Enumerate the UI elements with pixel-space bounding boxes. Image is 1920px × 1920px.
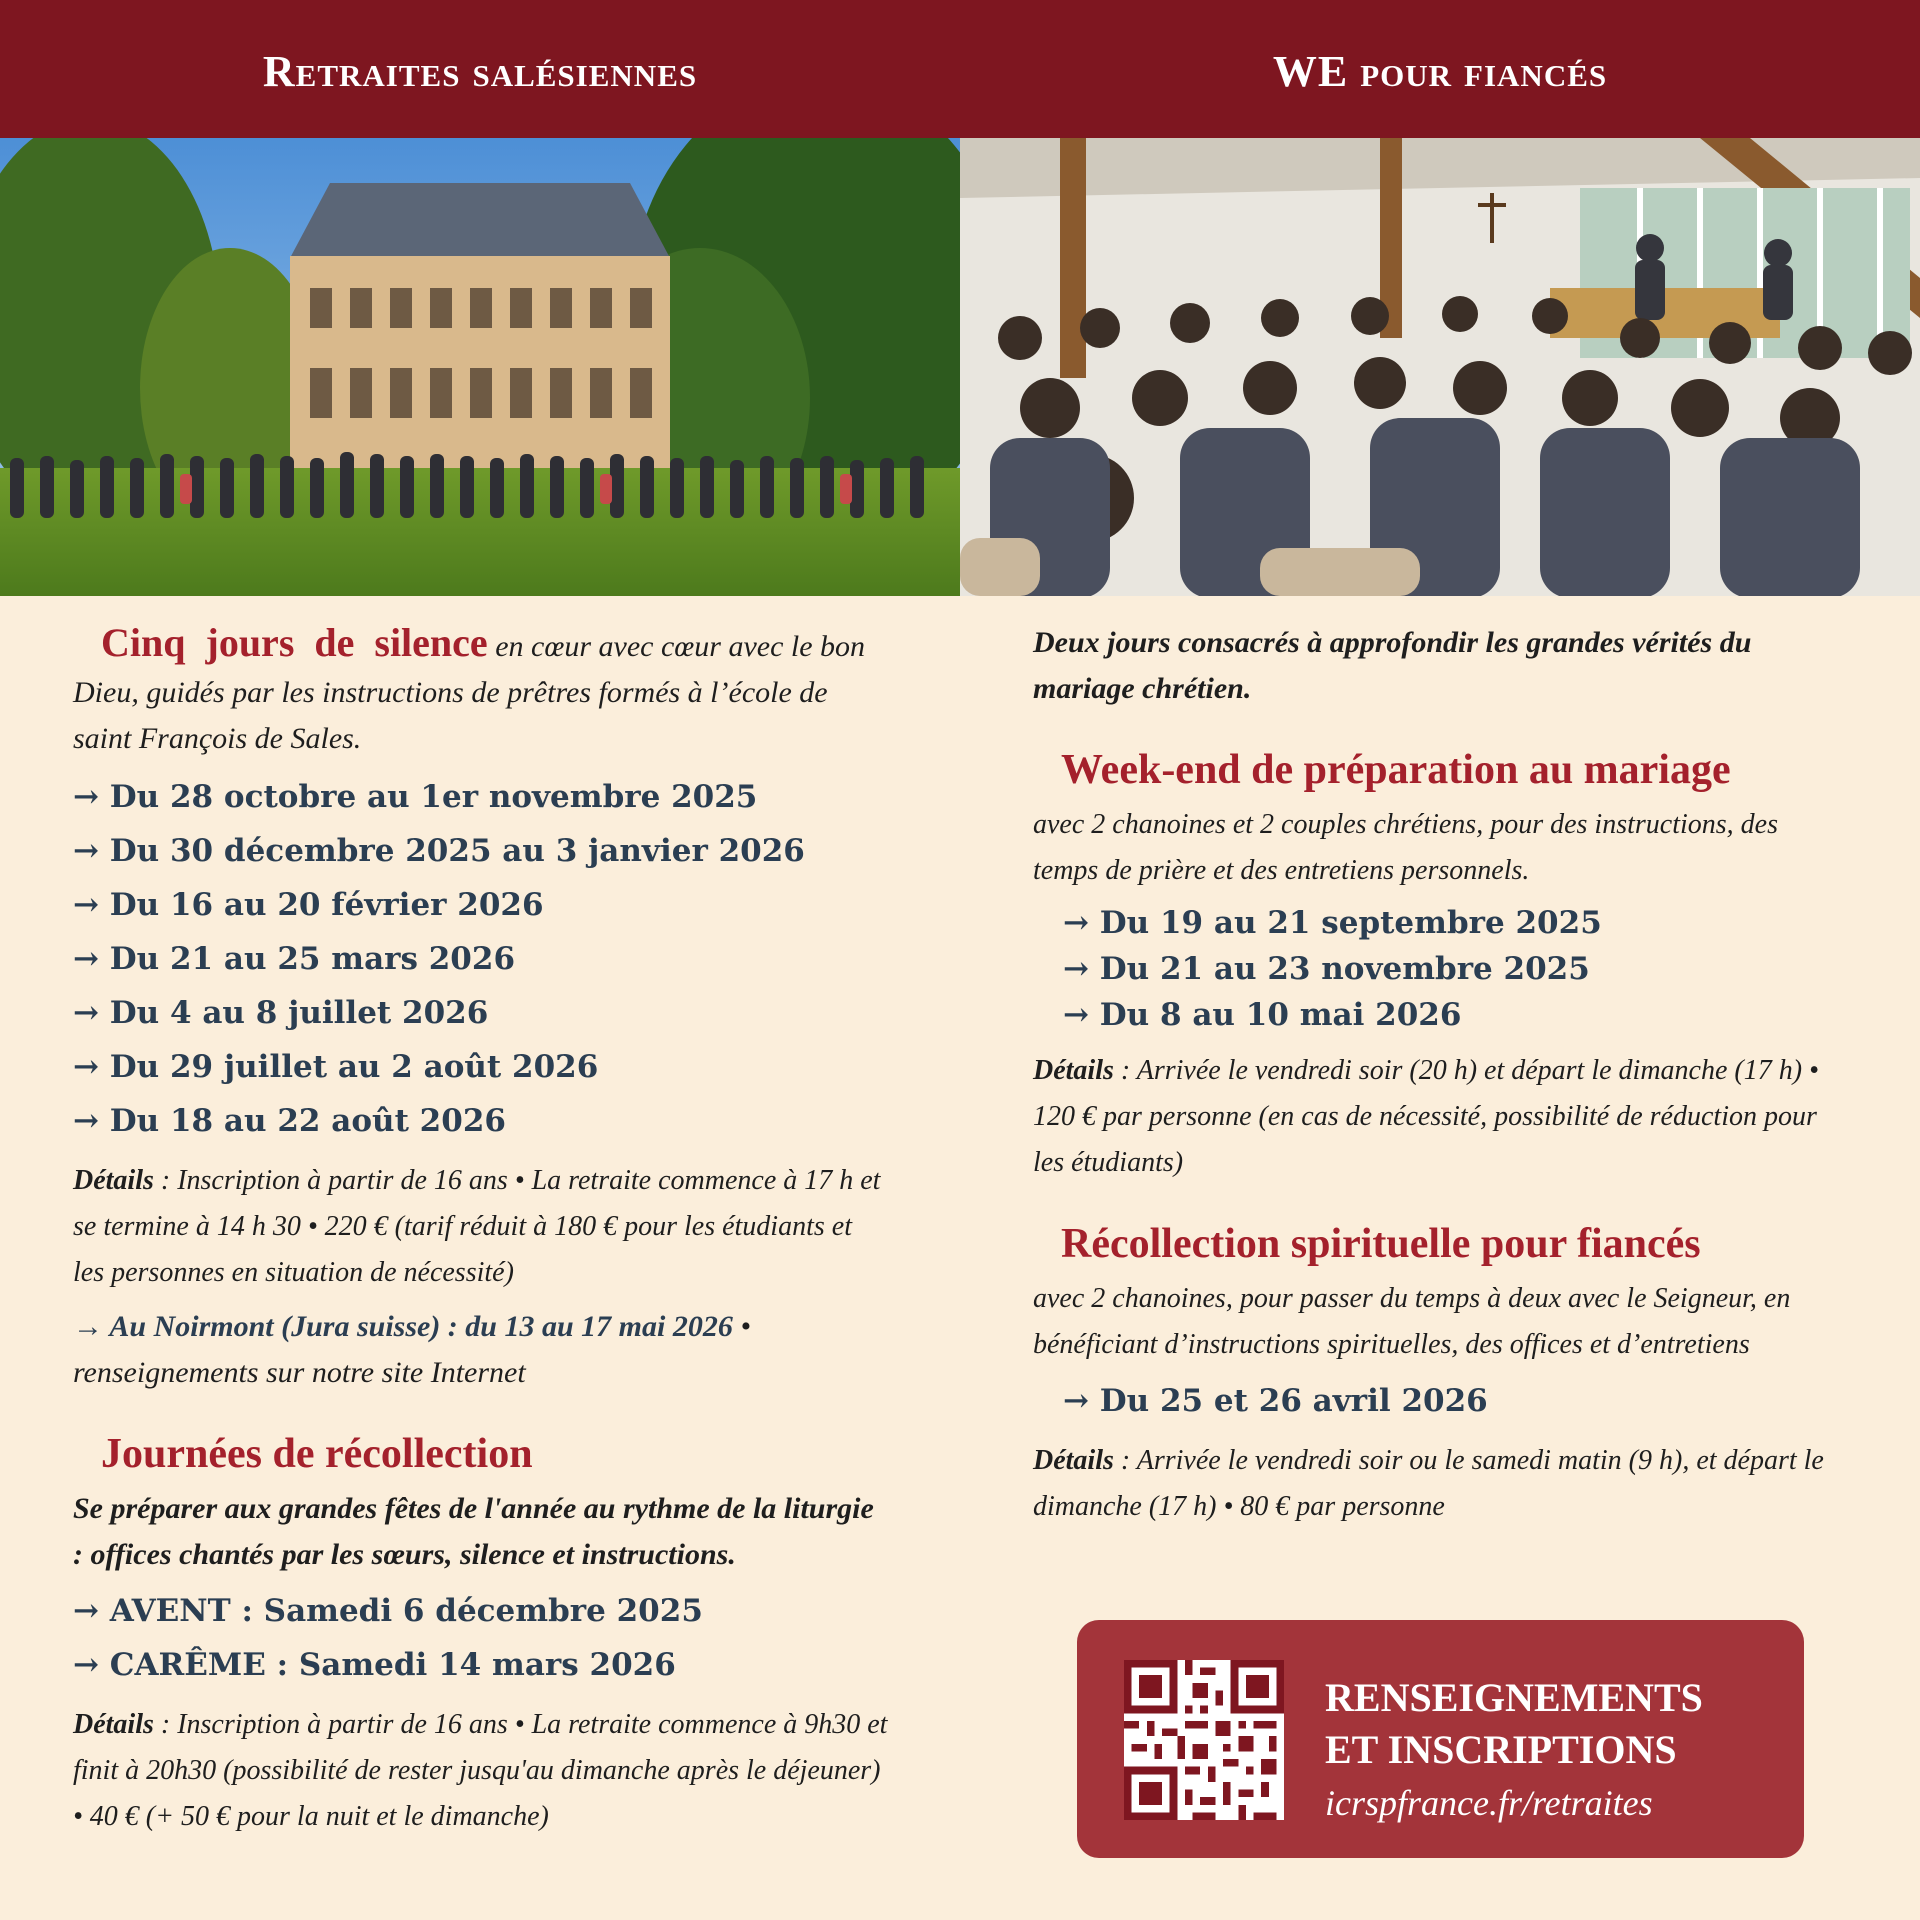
qr-code-icon[interactable] <box>1124 1660 1284 1820</box>
details-label: Détails <box>73 1709 154 1740</box>
marriage-prep-description: avec 2 chanoines et 2 couples chrétiens, pour des instructions, des temps de prière et des entretiens personnels. <box>1033 809 1778 886</box>
engaged-recollection-description: avec 2 chanoines, pour passer du temps à deux avec le Seigneur, en bénéficiant d’instructions spirituelles, des offices et d’entretiens <box>1033 1283 1791 1360</box>
left-column-title: Retraites salésiennes <box>262 47 698 96</box>
noirmont-retreat <box>73 1304 888 1396</box>
recollection-days-dates <box>73 1584 888 1692</box>
header-banner <box>0 0 1920 138</box>
registration-url-link[interactable]: icrspfrance.fr/retraites <box>1325 1783 1653 1823</box>
details-text: : Inscription à partir de 16 ans • La retraite commence à 9h30 et finit à 20h30 (possibilité de rester jusqu'au dimanche après le déjeuner) • 40 € (+ 50 € pour la nuit et le dimanche) <box>73 1709 888 1832</box>
date-item: → Du 4 au 8 juillet 2026 <box>73 995 489 1031</box>
recollection-days-details <box>73 1702 888 1840</box>
date-item: → Du 19 au 21 septembre 2025 <box>1063 905 1602 941</box>
intro-highlight: Cinq jours de silence <box>101 620 488 665</box>
date-item: → Du 25 et 26 avril 2026 <box>1063 1383 1488 1419</box>
marriage-prep-details <box>1033 1048 1848 1186</box>
date-item: → Du 21 au 23 novembre 2025 <box>1063 951 1590 987</box>
details-label: Détails <box>1033 1055 1114 1086</box>
salesian-retreat-intro <box>73 620 888 762</box>
engaged-recollection-details <box>1033 1438 1848 1530</box>
registration-title-line1: RENSEIGNEMENTS <box>1325 1675 1703 1720</box>
noirmont-date: → Au Noirmont (Jura suisse) : du 13 au 17 mai 2026 <box>73 1310 733 1343</box>
chateau-group-photo <box>0 138 960 596</box>
noirmont-info: • renseignements sur notre site Internet <box>73 1310 751 1389</box>
date-item: → CARÊME : Samedi 14 mars 2026 <box>73 1647 676 1683</box>
right-column-title: WE pour fiancés <box>1272 47 1608 96</box>
recollection-days-intro: Se préparer aux grandes fêtes de l'année au rythme de la liturgie : offices chantés par les sœurs, silence et instructions. <box>73 1492 874 1571</box>
registration-title-line2: ET INSCRIPTIONS <box>1325 1727 1677 1772</box>
engaged-weekend-intro: Deux jours consacrés à approfondir les grandes vérités du mariage chrétien. <box>1033 626 1752 705</box>
marriage-prep-dates <box>1063 900 1848 1038</box>
registration-title <box>1325 1672 1703 1776</box>
salesian-retreat-details <box>73 1158 888 1296</box>
intro-text: en cœur avec cœur avec le bon Dieu, guidés par les instructions de prêtres formés à l’école de saint François de Sales. <box>73 630 866 755</box>
date-item: → Du 21 au 25 mars 2026 <box>73 941 516 977</box>
date-item: → Du 29 juillet au 2 août 2026 <box>73 1049 599 1085</box>
left-column-content <box>73 620 888 1840</box>
date-item: → Du 16 au 20 février 2026 <box>73 887 544 923</box>
registration-info-box[interactable] <box>1077 1620 1804 1858</box>
date-item: → Du 8 au 10 mai 2026 <box>1063 997 1462 1033</box>
date-item: → Du 28 octobre au 1er novembre 2025 <box>73 779 758 815</box>
salesian-retreat-dates <box>73 770 888 1148</box>
details-label: Détails <box>1033 1445 1114 1476</box>
recollection-days-title: Journées de récollection <box>101 1431 533 1477</box>
details-text: : Arrivée le vendredi soir (20 h) et départ le dimanche (17 h) • 120 € par personne (en cas de nécessité, possibilité de réduction pour les étudiants) <box>1033 1055 1819 1178</box>
conference-room-photo <box>960 138 1920 596</box>
details-label: Détails <box>73 1165 154 1196</box>
details-text: : Arrivée le vendredi soir ou le samedi matin (9 h), et départ le dimanche (17 h) • 80 € par personne <box>1033 1445 1824 1522</box>
right-column-content <box>1033 620 1848 1530</box>
date-item: → AVENT : Samedi 6 décembre 2025 <box>73 1593 703 1629</box>
marriage-prep-title: Week-end de préparation au mariage <box>1061 747 1731 793</box>
date-item: → Du 30 décembre 2025 au 3 janvier 2026 <box>73 833 805 869</box>
details-text: : Inscription à partir de 16 ans • La retraite commence à 17 h et se termine à 14 h 30 • 220 € (tarif réduit à 180 € pour les étudiants et les personnes en situation de nécessité) <box>73 1165 881 1288</box>
date-item: → Du 18 au 22 août 2026 <box>73 1103 506 1139</box>
engaged-recollection-title: Récollection spirituelle pour fiancés <box>1061 1221 1701 1267</box>
engaged-recollection-dates <box>1063 1374 1848 1428</box>
